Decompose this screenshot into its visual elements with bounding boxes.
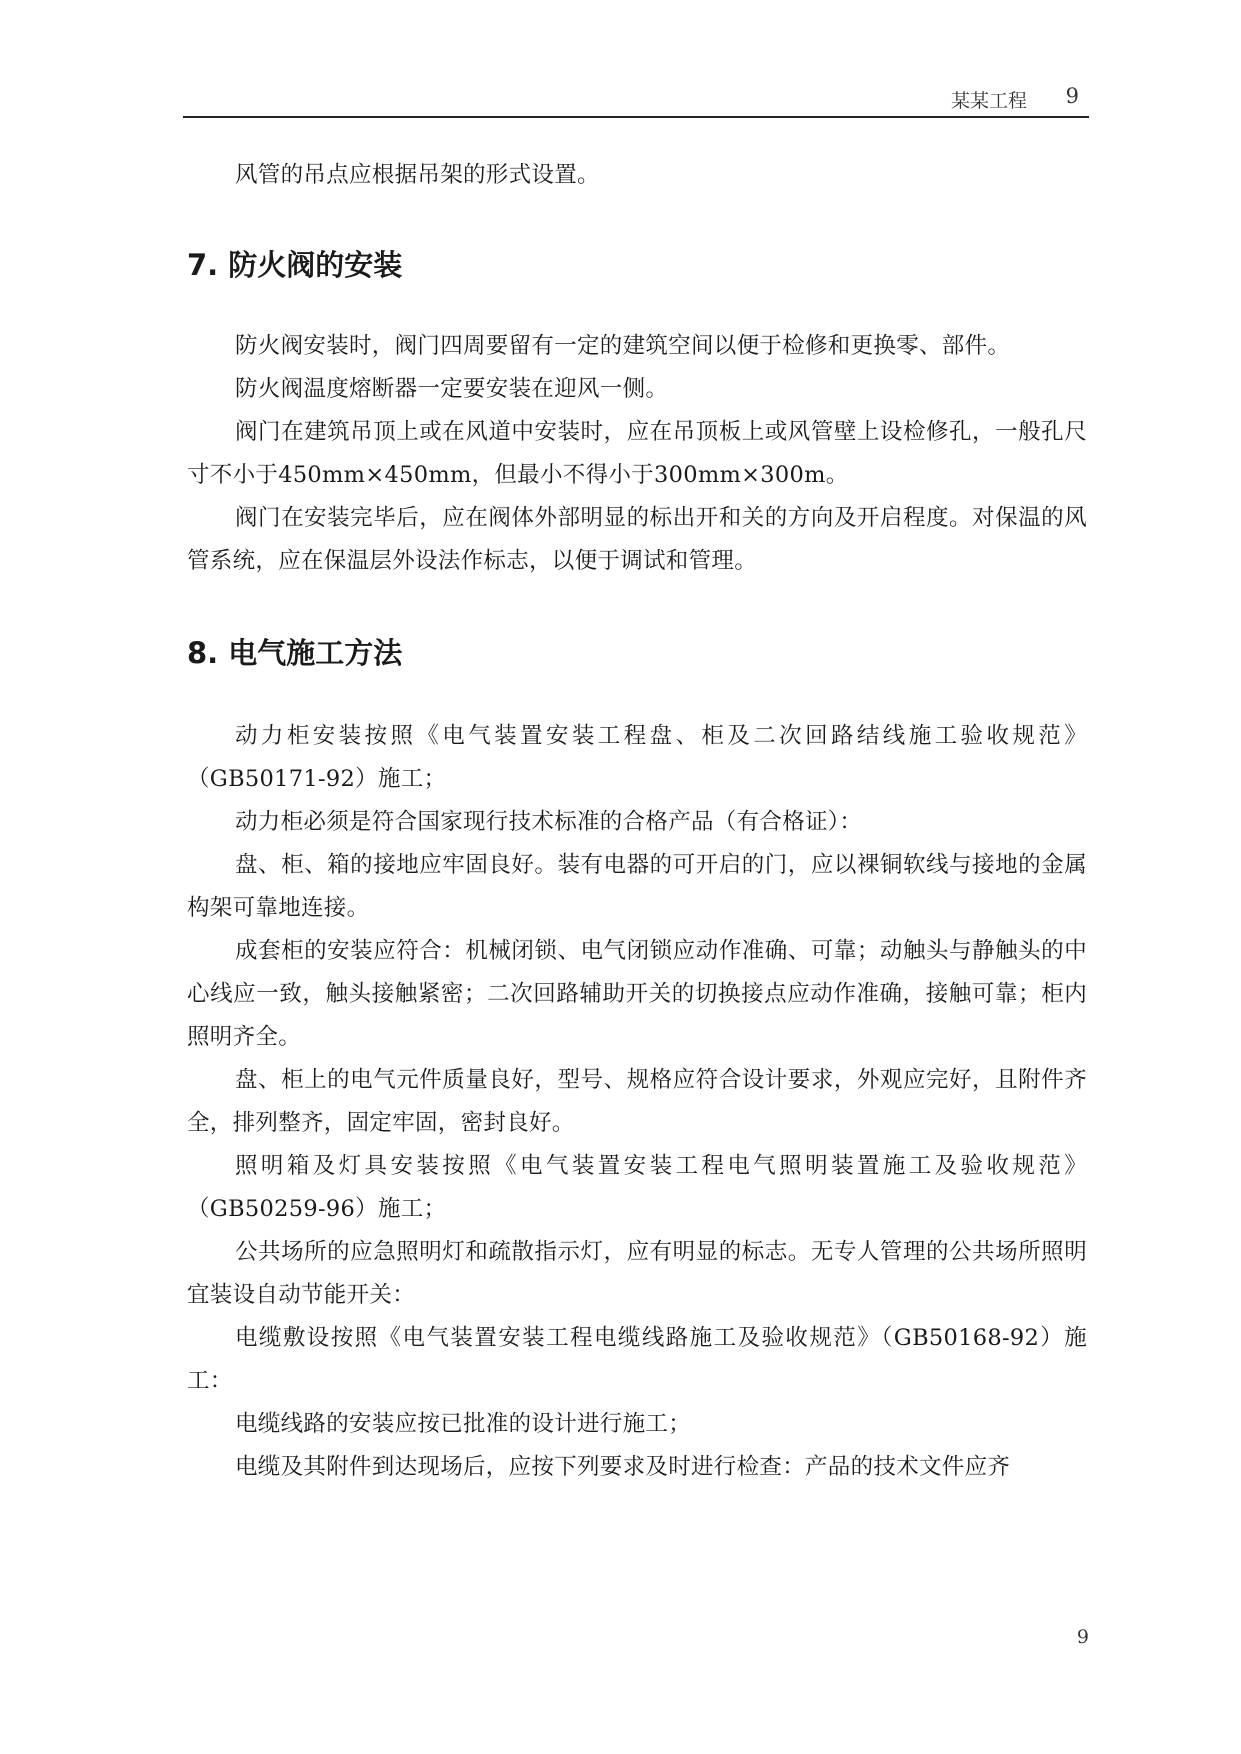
- paragraph: 阀门在建筑吊顶上或在风道中安装时，应在吊顶板上或风管壁上设检修孔，一般孔尺寸不小于450mm×450mm，但最小不得小于300mm×300m。: [187, 419, 1087, 488]
- header-title: 某某工程: [950, 90, 1027, 112]
- paragraph: 防火阀温度熔断器一定要安装在迎风一侧。: [235, 376, 669, 402]
- paragraph: 盘、柜上的电气元件质量良好，型号、规格应符合设计要求，外观应完好，且附件齐全，排列整齐，固定牢固，密封良好。: [187, 1067, 1087, 1136]
- paragraph: 风管的吊点应根据吊架的形式设置。: [235, 162, 600, 188]
- paragraph: 电缆及其附件到达现场后，应按下列要求及时进行检查：产品的技术文件应齐: [235, 1454, 1011, 1480]
- document-body: [187, 154, 1087, 1489]
- section-heading-7: 7. 防火阀的安装: [187, 248, 403, 282]
- paragraph: 防火阀安装时，阀门四周要留有一定的建筑空间以便于检修和更换零、部件。: [235, 333, 1011, 359]
- paragraph: 电缆敷设按照《电气装置安装工程电缆线路施工及验收规范》（GB50168-92）施工：: [187, 1325, 1087, 1394]
- paragraph: 动力柜必须是符合国家现行技术标准的合格产品（有合格证）：: [235, 809, 863, 835]
- paragraph: 成套柜的安装应符合：机械闭锁、电气闭锁应动作准确、可靠；动触头与静触头的中心线应一致，触头接触紧密；二次回路辅助开关的切换接点应动作准确，接触可靠；柜内照明齐全。: [187, 938, 1087, 1050]
- paragraph: 照明箱及灯具安装按照《电气装置安装工程电气照明装置施工及验收规范》（GB50259-96）施工；: [187, 1153, 1087, 1222]
- page-header: [183, 84, 1089, 118]
- header-page-number: 9: [1065, 84, 1079, 108]
- paragraph: 盘、柜、箱的接地应牢固良好。装有电器的可开启的门，应以裸铜软线与接地的金属构架可靠地连接。: [187, 852, 1087, 921]
- paragraph: 阀门在安装完毕后，应在阀体外部明显的标出开和关的方向及开启程度。对保温的风管系统，应在保温层外设法作标志，以便于调试和管理。: [187, 505, 1087, 574]
- section-heading-8: 8. 电气施工方法: [187, 636, 403, 670]
- footer-page-number: 9: [1076, 1626, 1089, 1648]
- paragraph: 动力柜安装按照《电气装置安装工程盘、柜及二次回路结线施工验收规范》（GB50171-92）施工；: [187, 723, 1087, 792]
- paragraph: 公共场所的应急照明灯和疏散指示灯，应有明显的标志。无专人管理的公共场所照明宜装设自动节能开关：: [187, 1239, 1087, 1308]
- paragraph: 电缆线路的安装应按已批准的设计进行施工；: [235, 1411, 692, 1437]
